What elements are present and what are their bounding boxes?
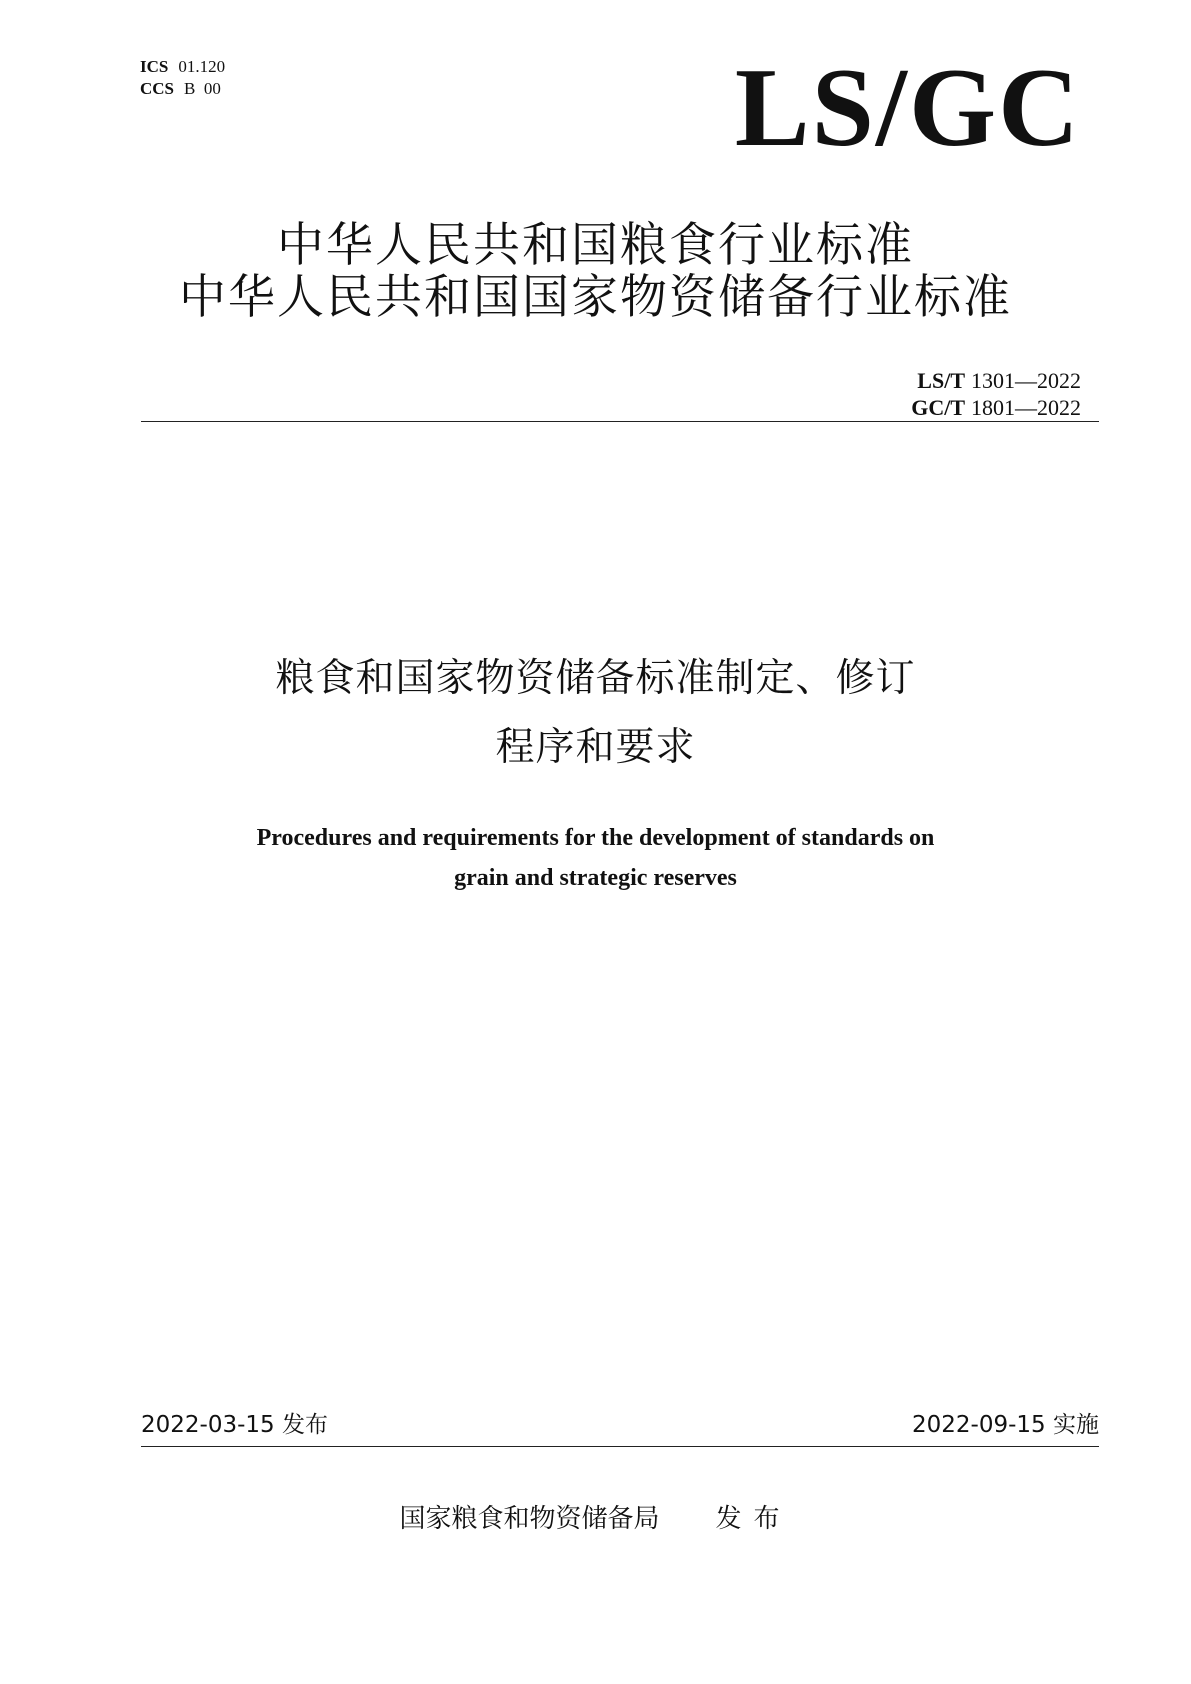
- code-ls-prefix: LS/T: [917, 368, 965, 393]
- english-title-line1: Procedures and requirements for the development of standards on: [256, 825, 935, 851]
- ccs-value: B 00: [184, 79, 221, 98]
- ics-label: ICS: [140, 57, 169, 76]
- code-gc: [911, 394, 1081, 421]
- document-title-line1: 粮食和国家物资储备标准制定、修订: [275, 656, 916, 701]
- standard-title-grain: 中华人民共和国粮食行业标准: [277, 218, 914, 273]
- footer-divider: [141, 1446, 1099, 1447]
- ics-value: 01.120: [178, 57, 226, 76]
- ccs-line: [140, 78, 225, 100]
- code-ls-value: 1301—2022: [971, 368, 1081, 393]
- issuer-name: 国家粮食和物资储备局: [399, 1504, 660, 1534]
- code-gc-value: 1801—2022: [971, 395, 1081, 420]
- classification-block: [140, 56, 225, 100]
- issuer-line: [0, 1502, 1191, 1536]
- effective-date: 2022-09-15 实施: [912, 1412, 1099, 1438]
- standard-title-reserves: 中华人民共和国国家物资储备行业标准: [179, 270, 1012, 325]
- ics-line: [140, 56, 225, 78]
- header-divider: [141, 421, 1099, 422]
- document-title-line2: 程序和要求: [495, 725, 696, 770]
- code-ls: [911, 367, 1081, 394]
- ccs-label: CCS: [140, 79, 175, 98]
- publish-date: 2022-03-15 发布: [141, 1412, 328, 1438]
- english-title-line2: grain and strategic reserves: [454, 865, 737, 891]
- issuer-action: 发布: [715, 1504, 792, 1534]
- brand-mark: LS/GC: [734, 46, 1081, 170]
- code-gc-prefix: GC/T: [911, 395, 965, 420]
- standard-codes: [911, 367, 1081, 421]
